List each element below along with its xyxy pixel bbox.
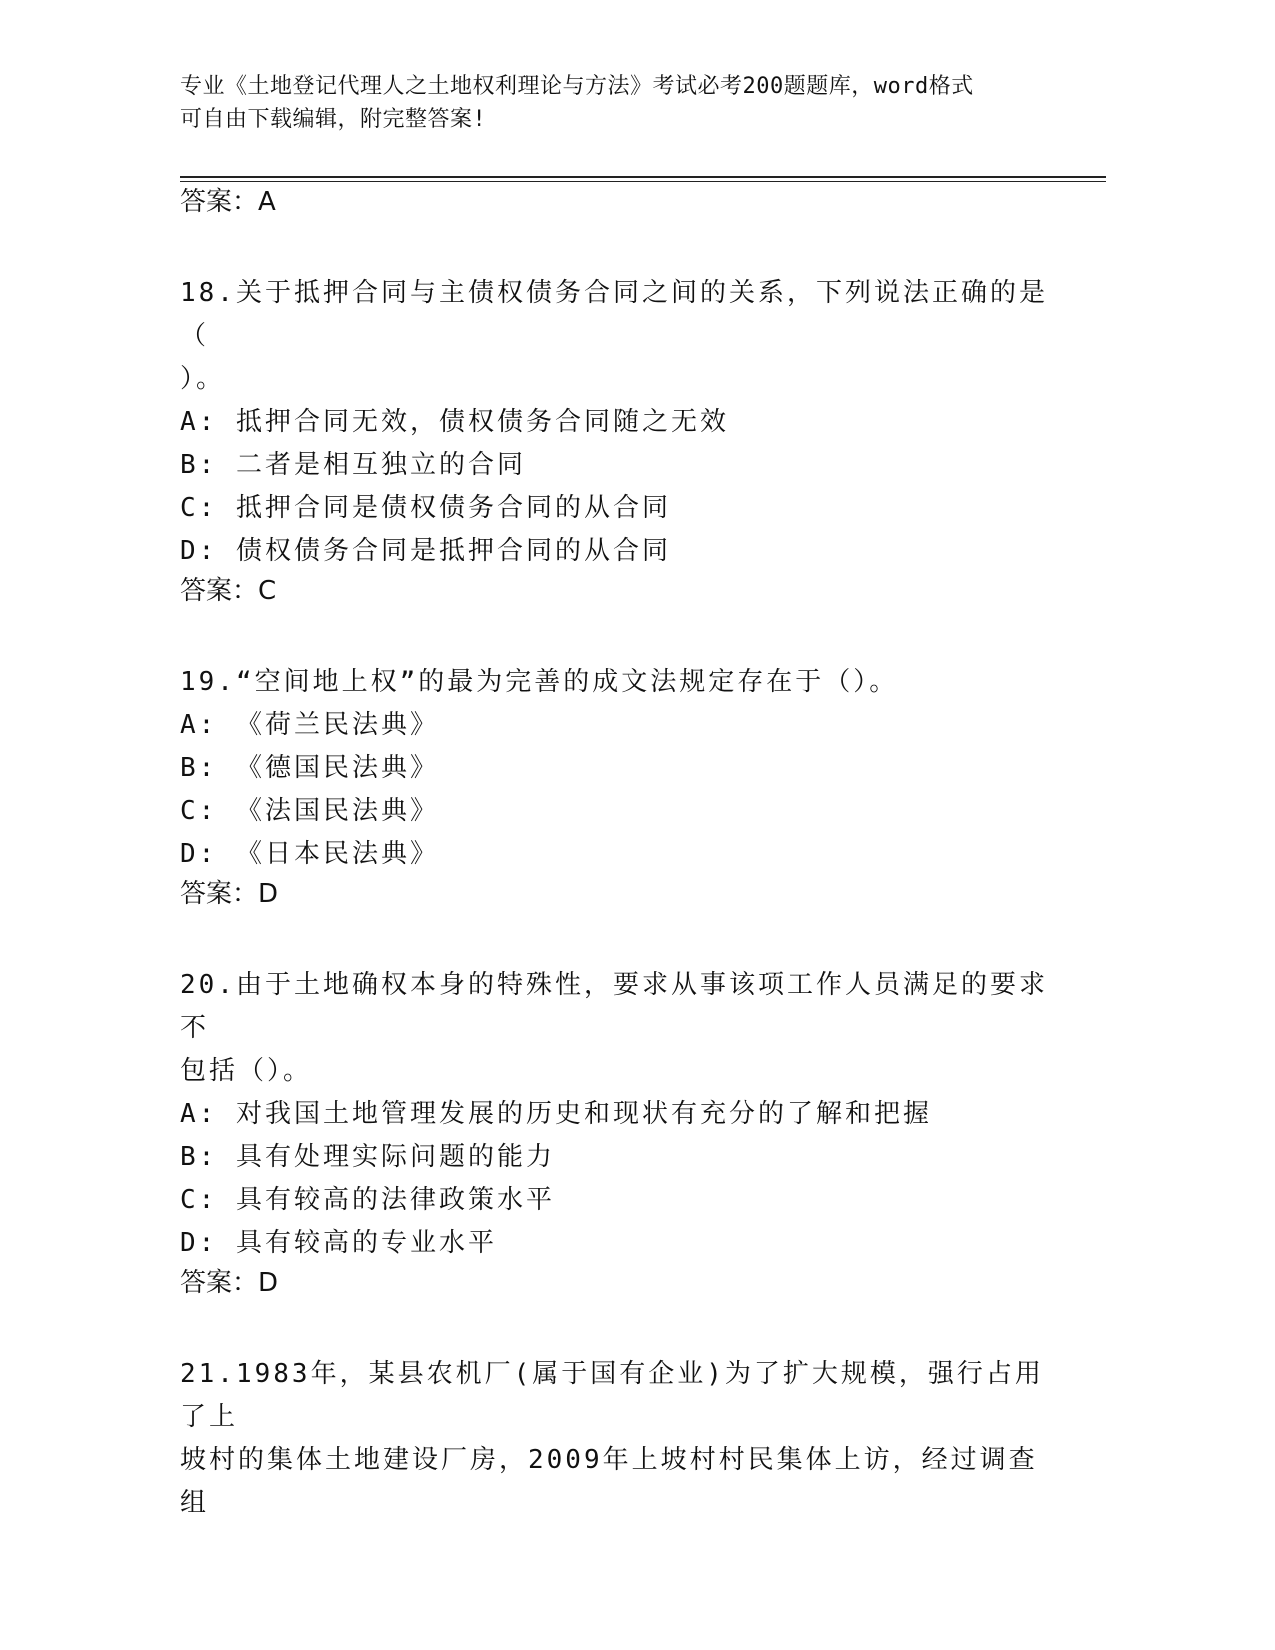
answer-label: 答案： — [180, 879, 259, 909]
stem-line: 18.关于抵押合同与主债权债务合同之间的关系，下列说法正确的是（ — [180, 278, 1048, 351]
question-item — [180, 1353, 1060, 1525]
answer-value: D — [258, 1268, 279, 1298]
option-a: A: 对我国土地管理发展的历史和现状有充分的了解和把握 — [180, 1099, 932, 1129]
question-stem — [180, 272, 1060, 401]
option-d: D: 债权债务合同是抵押合同的从合同 — [180, 536, 671, 566]
answer-line — [180, 1265, 1060, 1301]
header-line-2: 可自由下载编辑，附完整答案! — [180, 107, 487, 132]
option-b: B: 二者是相互独立的合同 — [180, 450, 526, 480]
option-b: B: 《德国民法典》 — [180, 753, 439, 783]
option-c: C: 具有较高的法律政策水平 — [180, 1185, 555, 1215]
answer-line — [180, 573, 1060, 609]
question-stem — [180, 1353, 1060, 1525]
spacer — [180, 1301, 1060, 1353]
answer-label: 答案： — [180, 1268, 259, 1298]
option-c: C: 《法国民法典》 — [180, 796, 439, 826]
answer-label: 答案： — [180, 576, 259, 606]
option-d: D: 《日本民法典》 — [180, 839, 439, 869]
option-a: A: 《荷兰民法典》 — [180, 710, 439, 740]
stem-line: 坡村的集体土地建设厂房，2009年上坡村村民集体上访，经过调查组 — [180, 1445, 1038, 1518]
option-b: B: 具有处理实际问题的能力 — [180, 1142, 555, 1172]
answer-line — [180, 876, 1060, 912]
header-line-1: 专业《土地登记代理人之土地权利理论与方法》考试必考200题题库，word格式 — [180, 74, 974, 99]
question-list — [180, 184, 1060, 1525]
spacer — [180, 220, 1060, 272]
answer-value: A — [258, 187, 276, 217]
page-header — [180, 70, 1060, 136]
question-item — [180, 661, 1060, 912]
spacer — [180, 609, 1060, 661]
option-a: A: 抵押合同无效，债权债务合同随之无效 — [180, 407, 729, 437]
answer-label: 答案： — [180, 187, 259, 217]
option-d: D: 具有较高的专业水平 — [180, 1228, 497, 1258]
question-item — [180, 964, 1060, 1301]
stem-line: 21.1983年，某县农机厂(属于国有企业)为了扩大规模，强行占用了上 — [180, 1359, 1044, 1432]
stem-line: 包括（）。 — [180, 1056, 313, 1086]
stem-line: ）。 — [180, 364, 226, 394]
question-stem — [180, 661, 1060, 704]
question-stem — [180, 964, 1060, 1093]
stem-line: 19.“空间地上权”的最为完善的成文法规定存在于（）。 — [180, 667, 899, 697]
answer-line — [180, 184, 1060, 220]
answer-value: C — [258, 576, 277, 606]
header-divider-thin — [180, 181, 1106, 182]
spacer — [180, 912, 1060, 964]
answer-value: D — [258, 879, 279, 909]
header-divider-thick — [180, 176, 1106, 178]
stem-line: 20.由于土地确权本身的特殊性，要求从事该项工作人员满足的要求不 — [180, 970, 1048, 1043]
option-c: C: 抵押合同是债权债务合同的从合同 — [180, 493, 671, 523]
question-item — [180, 272, 1060, 609]
